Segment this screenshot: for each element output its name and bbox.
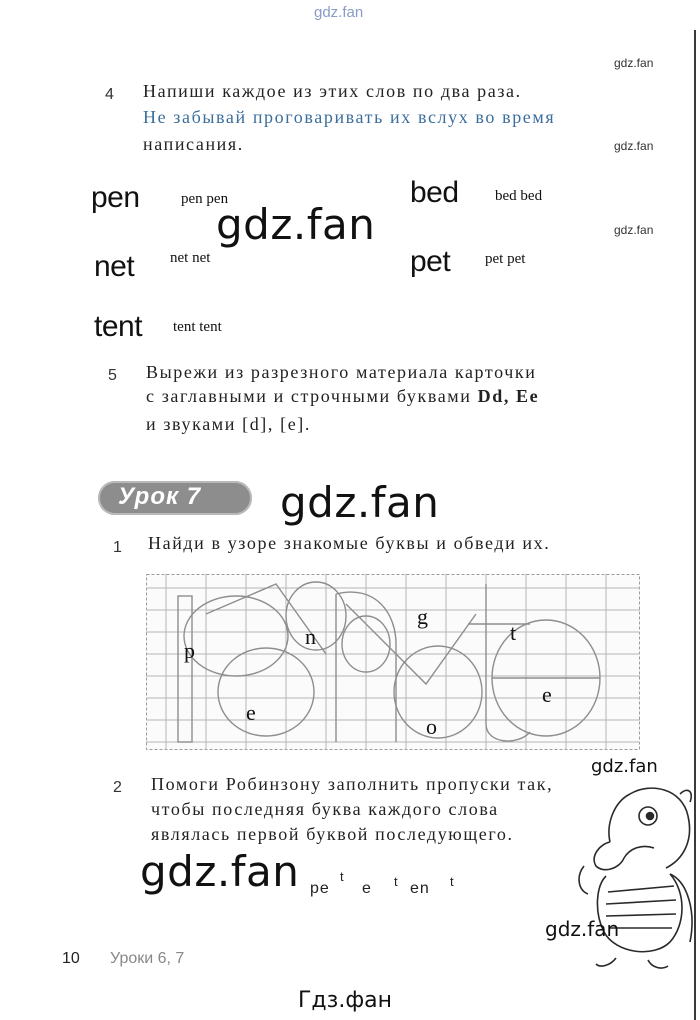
pattern-letter-answer: e xyxy=(542,682,552,707)
pattern-letter-answer: g xyxy=(417,604,428,629)
watermark-large: gdz.fan xyxy=(216,200,376,249)
watermark: gdz.fan xyxy=(614,139,654,153)
word-chain-answer: t xyxy=(450,874,455,889)
task-number: 2 xyxy=(113,779,122,796)
task-text-line: Найди в узоре знакомые буквы и обведи их. xyxy=(148,533,551,553)
parrot-drawing xyxy=(570,782,698,972)
watermark: gdz.fan xyxy=(614,56,654,70)
task-text-line: и звуками [d], [e]. xyxy=(146,414,311,434)
word-sample: pen xyxy=(91,181,140,214)
task-text-line: Не забывай проговаривать их вслух во время xyxy=(143,107,556,127)
watermark: gdz.fan xyxy=(591,756,658,777)
word-chain-part: pe xyxy=(310,880,330,897)
pattern-letter-answer: p xyxy=(184,638,195,663)
footer-lessons: Уроки 6, 7 xyxy=(110,950,185,967)
task-text-line xyxy=(146,386,539,407)
word-sample: tent xyxy=(94,310,143,343)
handwritten-answer: bed bed xyxy=(495,188,543,204)
word-chain-answer: t xyxy=(394,874,399,889)
watermark-large: gdz.fan xyxy=(280,478,440,527)
handwritten-answer: net net xyxy=(170,250,211,266)
watermark: gdz.fan xyxy=(614,223,654,237)
handwritten-answer: pet pet xyxy=(485,251,526,267)
task-text-line: Помоги Робинзону заполнить пропуски так, xyxy=(151,774,554,794)
word-sample: bed xyxy=(410,176,459,209)
handwritten-answer: tent tent xyxy=(173,319,222,335)
task-number: 5 xyxy=(108,367,117,384)
task-text-line: Напиши каждое из этих слов по два раза. xyxy=(143,81,522,101)
pattern-drawing xyxy=(146,574,640,750)
watermark-bottom: Гдз.фан xyxy=(298,988,392,1013)
task-text-part: с заглавными и строчными буквами xyxy=(146,386,478,406)
task-text-line: написания. xyxy=(143,134,244,154)
letter-pattern xyxy=(146,574,640,750)
word-chain-answer: t xyxy=(340,869,345,884)
pattern-letter-answer: o xyxy=(426,714,437,739)
handwritten-answer: pen pen xyxy=(181,191,229,207)
task-number: 4 xyxy=(105,86,114,103)
pattern-letter-answer: t xyxy=(510,620,517,645)
word-chain-part: e xyxy=(362,880,372,897)
word-sample: pet xyxy=(410,245,451,278)
task-text-line: являлась первой буквой последующего. xyxy=(151,824,514,844)
pattern-letter-answer: n xyxy=(305,624,316,649)
task-text-line: Вырежи из разрезного материала карточки xyxy=(146,362,537,382)
word-sample: net xyxy=(94,250,135,283)
page-number: 10 xyxy=(62,950,80,967)
task-number: 1 xyxy=(113,539,122,556)
task-text-line: чтобы последняя буква каждого слова xyxy=(151,799,499,819)
letters-highlight: Dd, Ee xyxy=(477,386,540,406)
watermark-large: gdz.fan xyxy=(140,847,300,896)
word-chain-part: en xyxy=(410,880,430,897)
watermark-top: gdz.fan xyxy=(314,4,364,21)
pattern-letter-answer: e xyxy=(246,700,256,725)
watermark: gdz.fan xyxy=(545,917,620,941)
lesson-title: Урок 7 xyxy=(118,483,202,510)
parrot-illustration xyxy=(570,782,698,972)
